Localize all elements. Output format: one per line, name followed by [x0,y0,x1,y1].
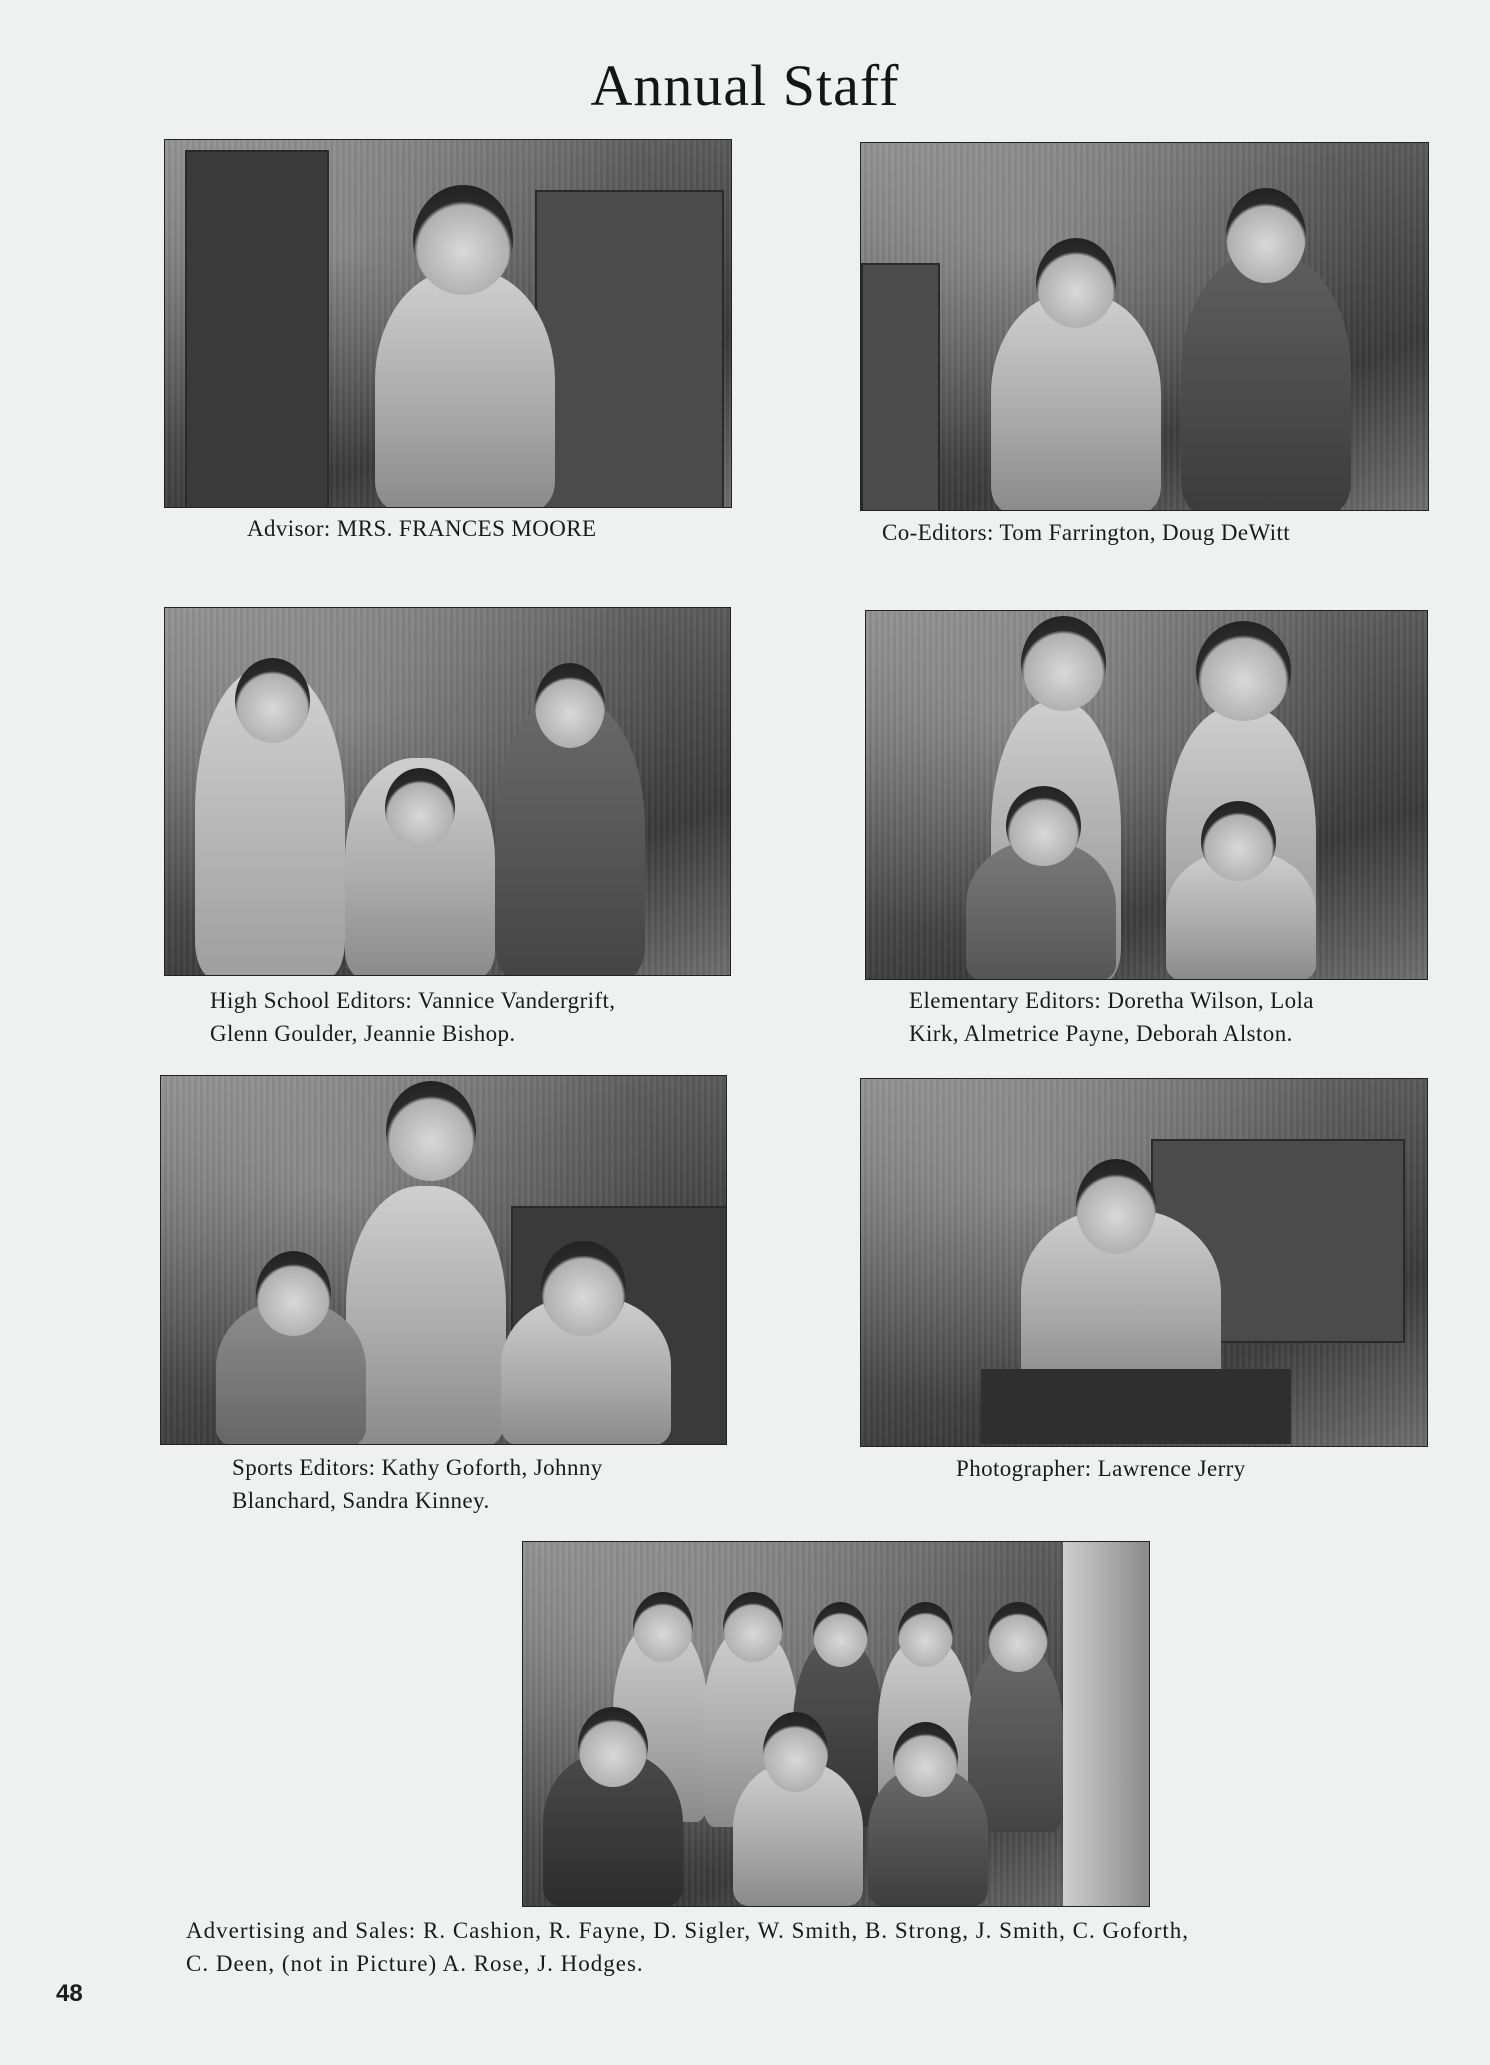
caption-line: Blanchard, Sandra Kinney. [232,1488,490,1513]
sports-editors-caption [232,1451,603,1517]
caption-line: Kirk, Almetrice Payne, Deborah Alston. [909,1021,1293,1046]
caption-line: Photographer: Lawrence Jerry [956,1456,1246,1481]
caption-line: Elementary Editors: Doretha Wilson, Lola [909,988,1314,1013]
caption-line: Co-Editors: Tom Farrington, Doug DeWitt [882,520,1291,545]
elementary-editors-caption [909,984,1314,1050]
page-title: Annual Staff [590,53,900,118]
photographer-caption [956,1452,1246,1485]
high-school-editors-caption [210,984,615,1050]
page-number: 48 [56,1980,83,2007]
co-editors-caption [882,516,1290,549]
caption-line: Glenn Goulder, Jeannie Bishop. [210,1021,516,1046]
high-school-editors-photo [164,607,731,976]
caption-line: C. Deen, (not in Picture) A. Rose, J. Hodges. [186,1951,644,1976]
caption-line: Advisor: MRS. FRANCES MOORE [247,516,597,541]
co-editors-photo [860,142,1429,511]
sports-editors-photo [160,1075,727,1445]
advisor-photo [164,139,732,508]
photographer-photo [860,1078,1428,1447]
advisor-caption [247,512,596,545]
caption-line: Sports Editors: Kathy Goforth, Johnny [232,1455,603,1480]
advertising-sales-photo [522,1541,1150,1907]
caption-line: High School Editors: Vannice Vandergrift, [210,988,616,1013]
elementary-editors-photo [865,610,1428,980]
advertising-sales-caption [186,1914,1189,1980]
caption-line: Advertising and Sales: R. Cashion, R. Fayne, D. Sigler, W. Smith, B. Strong, J. Smith, C. Goforth, [186,1918,1190,1943]
